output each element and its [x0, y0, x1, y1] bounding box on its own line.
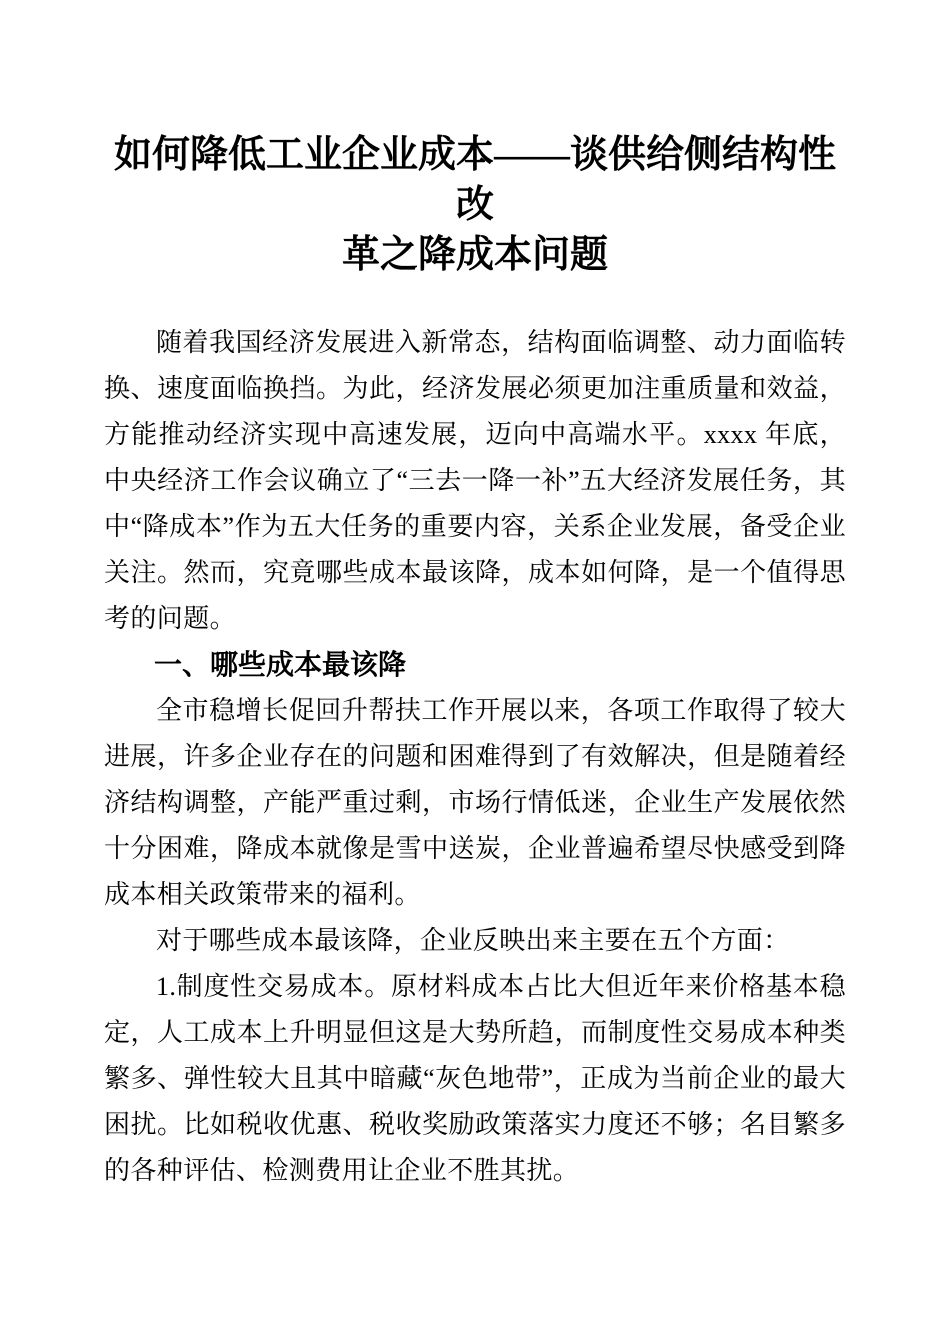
document-title-line-1: 如何降低工业企业成本——谈供给侧结构性改 [113, 134, 836, 226]
paragraph-intro: 随着我国经济发展进入新常态，结构面临调整、动力面临转换、速度面临换挡。为此，经济发展必须更加注重质量和效益，方能推动经济实现中高速发展，迈向中高端水平。xxxx 年底，中央经济工作会议确立了“三去一降一补”五大经济发展任务，其中“降成本”作为五大任务的重要内容，关系企业发展，备受企业关注。然而，究竟哪些成本最该降，成本如何降，是一个值得思考的问题。 [104, 328, 846, 633]
paragraph-section1-five-aspects: 对于哪些成本最该降，企业反映出来主要在五个方面： [156, 926, 790, 955]
document-title-line-2: 革之降成本问题 [341, 234, 608, 276]
section-heading-1: 一、哪些成本最该降 [154, 649, 407, 680]
paragraph-section1-progress: 全市稳增长促回升帮扶工作开展以来，各项工作取得了较大进展，许多企业存在的问题和困难得到了有效解决，但是随着经济结构调整，产能严重过剩，市场行情低迷，企业生产发展依然十分困难，降成本就像是雪中送炭，企业普遍希望尽快感受到降成本相关政策带来的福利。 [104, 696, 846, 909]
document-title [104, 130, 846, 280]
paragraph-section1-item1-institutional-costs: 1.制度性交易成本。原材料成本占比大但近年来价格基本稳定，人工成本上升明显但这是大势所趋，而制度性交易成本种类繁多、弹性较大且其中暗藏“灰色地带”，正成为当前企业的最大困扰。比如税收优惠、税收奖励政策落实力度还不够；名目繁多的各种评估、检测费用让企业不胜其扰。 [104, 972, 846, 1185]
